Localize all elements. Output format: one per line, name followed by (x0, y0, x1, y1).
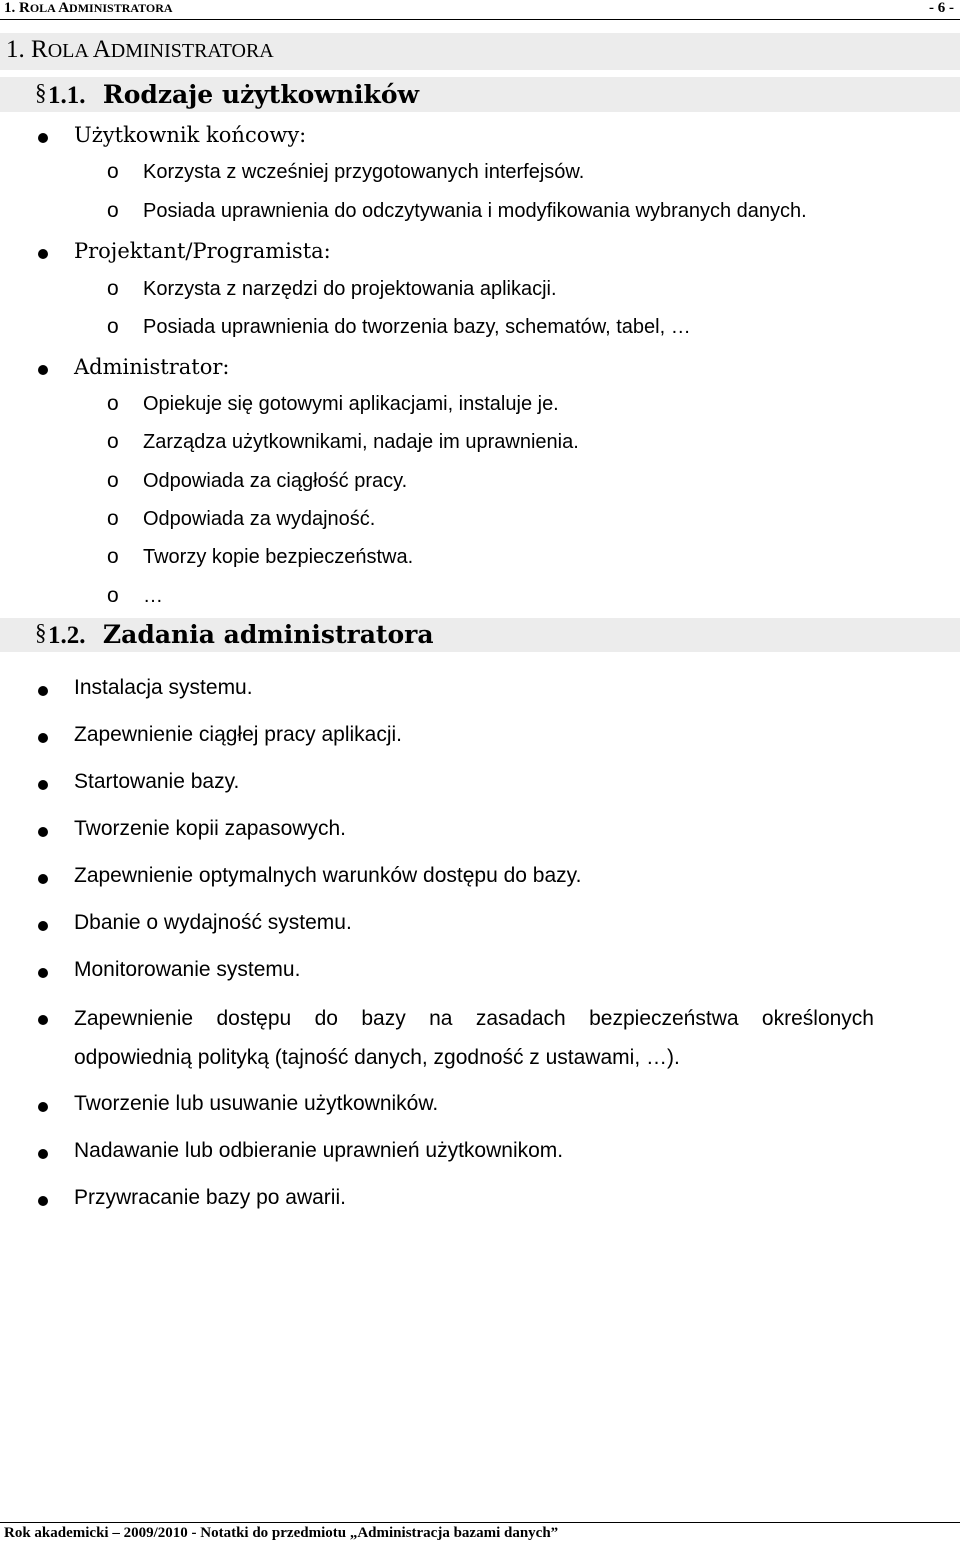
list-item: Dbanie o wydajność systemu. (74, 911, 352, 934)
sub-bullet-icon: o (107, 199, 119, 222)
chapter-number: 1. (6, 36, 31, 63)
list-item: Korzysta z wcześniej przygotowanych interfejsów. (143, 161, 585, 183)
bullet-icon (38, 686, 48, 696)
bullet-icon (38, 827, 48, 837)
list-item: Przywracanie bazy po awarii. (74, 1186, 346, 1209)
bullet-icon (38, 1102, 48, 1112)
section-number: 1.1. (48, 82, 86, 109)
list-item: Monitorowanie systemu. (74, 958, 301, 981)
section-title: Zadania administratora (102, 620, 434, 649)
list-item: Posiada uprawnienia do odczytywania i modyfikowania wybranych danych. (143, 200, 807, 222)
section-symbol: § (35, 80, 47, 105)
bullet-icon (38, 780, 48, 790)
section-heading (48, 80, 419, 110)
sub-bullet-icon: o (107, 160, 119, 183)
bullet-icon (38, 874, 48, 884)
sub-bullet-icon: o (107, 584, 119, 607)
footer-rule (0, 1522, 960, 1523)
group-label: Administrator: (74, 355, 230, 379)
list-item: Korzysta z narzędzi do projektowania aplikacji. (143, 278, 557, 300)
list-item: Instalacja systemu. (74, 676, 253, 699)
running-header-cap: R (19, 0, 30, 16)
bullet-icon (38, 365, 48, 375)
chapter-cap: A (92, 36, 111, 63)
group-label: Użytkownik końcowy: (74, 123, 307, 147)
sub-bullet-icon: o (107, 430, 119, 453)
list-item: Nadawanie lub odbieranie uprawnień użytkownikom. (74, 1139, 564, 1162)
list-item: Startowanie bazy. (74, 770, 240, 793)
list-item: Tworzy kopie bezpieczeństwa. (143, 546, 414, 568)
bullet-icon (38, 249, 48, 259)
list-item: Opiekuje się gotowymi aplikacjami, instaluje je. (143, 393, 559, 415)
sub-bullet-icon: o (107, 507, 119, 530)
bullet-icon (38, 733, 48, 743)
list-item: Tworzenie lub usuwanie użytkowników. (74, 1092, 439, 1115)
bullet-icon (38, 968, 48, 978)
running-header-cap: A (58, 0, 70, 16)
list-item: Zapewnienie dostępu do bazy na zasadach bezpieczeństwa określonych odpowiednią polityką (tajność danych, zgodność z ustawami, …). (74, 1007, 874, 1069)
section-number: 1.2. (48, 622, 86, 649)
list-item: Zapewnienie ciągłej pracy aplikacji. (74, 723, 403, 746)
page-number: - 6 - (929, 0, 954, 16)
bullet-icon (38, 1015, 48, 1025)
running-header (4, 0, 173, 17)
chapter-cap: R (31, 36, 48, 63)
chapter-title (6, 36, 274, 64)
bullet-icon (38, 1196, 48, 1206)
section-title: Rodzaje użytkowników (102, 80, 420, 109)
header-rule (0, 19, 960, 20)
bullet-icon (38, 1149, 48, 1159)
section-symbol: § (35, 620, 47, 645)
running-header-smallcaps: OLA (29, 1, 59, 15)
chapter-smallcaps: DMINISTRATORA (110, 40, 274, 62)
group-label: Projektant/Programista: (74, 239, 331, 263)
sub-bullet-icon: o (107, 277, 119, 300)
bullet-icon (38, 133, 48, 143)
list-item: Posiada uprawnienia do tworzenia bazy, schematów, tabel, … (143, 316, 691, 338)
running-header-number: 1. (4, 0, 19, 16)
sub-bullet-icon: o (107, 392, 119, 415)
bullet-icon (38, 921, 48, 931)
list-item: Zarządza użytkownikami, nadaje im uprawnienia. (143, 431, 579, 453)
list-item: Odpowiada za ciągłość pracy. (143, 470, 408, 492)
section-heading (48, 620, 434, 650)
list-item: Tworzenie kopii zapasowych. (74, 817, 346, 840)
sub-bullet-icon: o (107, 315, 119, 338)
page-footer: Rok akademicki – 2009/2010 - Notatki do przedmiotu „Administracja bazami danych” (4, 1525, 559, 1541)
chapter-smallcaps: OLA (47, 40, 93, 62)
list-item: Zapewnienie optymalnych warunków dostępu do bazy. (74, 864, 582, 887)
running-header-smallcaps: DMINISTRATORA (69, 1, 173, 15)
sub-bullet-icon: o (107, 545, 119, 568)
list-item: … (143, 585, 163, 607)
list-item: Odpowiada za wydajność. (143, 508, 376, 530)
sub-bullet-icon: o (107, 469, 119, 492)
